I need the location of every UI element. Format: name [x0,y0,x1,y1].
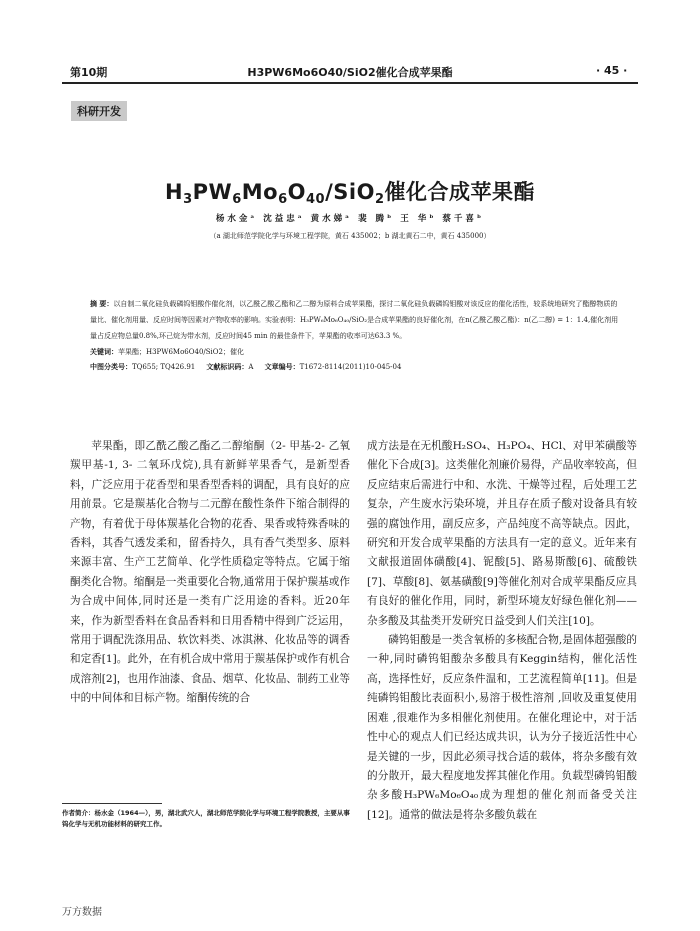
running-title: H3PW6Mo6O40/SiO2催化合成苹果酯 [247,66,453,79]
header-divider [62,82,638,84]
article-number-label: 文章编号： [264,363,300,371]
abstract-label: 摘 要： [90,300,114,308]
abstract-text: 以自制二氧化硅负载磷钨钼酸作催化剂，以乙酰乙酸乙酯和乙二醇为原料合成苹果酯，探讨二氧化硅负载磷钨钼酸对该反应的催化活性，较系统地研究了酯醇物质的量比、催化剂用量、反应时间等因素对产物收率的影响。实验表明：H₃PW₆Mo₆O₄₀/SiO₂是合成苹果酯的良好催化剂，在n(乙酰乙酸乙酯)：n(乙二醇) = 1：1.4,催化剂用量占反应物总量0.8%,环己烷为带水剂，反应时间45 min 的最佳条件下，苹果酯的收率可达63.3 %。 [90,300,619,340]
issue-number: 第10期 [70,66,108,79]
keywords [90,347,620,357]
body-right-column [367,437,637,825]
keywords-text: 苹果酯；H3PW6Mo6O40/SiO2；催化 [118,348,244,356]
paragraph: 成方法是在无机酸H₂SO₄、H₃PO₄、HCl、对甲苯磺酸等催化下合成[3]。这类催化剂廉价易得，产品收率较高，但反应结束后需进行中和、水洗、干燥等过程，后处理工艺复杂，产生废水污染环境，并且存在质子酸对设备具有较强的腐蚀作用，副反应多，产品纯度不高等缺点。因此，研究和开发合成苹果酯的方法具有一定的意义。近年来有文献报道固体磺酸[4]、铌酸[5]、路易斯酸[6]、硫酸铁[7]、草酸[8]、氨基磺酸[9]等催化剂对合成苹果酯反应具有良好的催化作用，同时，新型环境友好绿色催化剂——杂多酸及其盐类开发研究日益受到人们关注[10]。 [367,440,637,627]
footnote-divider [62,803,162,804]
author-list: 杨水金ᵃ 沈益忠ᵃ 黄水娣ᵃ 裴 腾ᵇ 王 华ᵇ 蔡千喜ᵇ [215,214,485,224]
doc-code-label: 文献标识码： [206,363,249,371]
body-left-column [70,437,350,709]
section-tag: 科研开发 [71,101,127,121]
abstract [90,296,620,344]
clc-label: 中图分类号： [90,363,132,371]
page-number: · 45 · [596,64,628,77]
keywords-label: 关键词： [90,348,118,356]
footer-watermark: 万方数据 [62,907,102,918]
affiliations: （a 湖北师范学院化学与环境工程学院，黄石 435002；b 湖北黄石二中，黄石 435000） [209,232,491,240]
clc-value: TQ655; TQ426.91 [132,363,196,371]
doc-code-value: A [248,363,254,371]
paragraph: 磷钨钼酸是一类含氧桥的多核配合物,是固体超强酸的一种,同时磷钨钼酸杂多酸具有Keggin结构，催化活性高，选择性好，反应条件温和，工艺流程简单[11]。但是纯磷钨钼酸比表面积小,易溶于极性溶剂 ,回收及重复使用困难 ,很难作为多相催化剂使用。在催化理论中，对于活性中心的观点人们已经达成共识，认为分子接近活性中心是关键的一步，因此必须寻找合适的载体，将杂多酸有效的分散开，最大程度地发挥其催化作用。负载型磷钨钼酸杂多酸H₃PW₆Mo₆O₄₀成为理想的催化剂而备受关注[12]。通常的做法是将杂多酸负载在 [367,634,637,821]
paragraph: 苹果酯，即乙酰乙酸乙酯乙二醇缩酮（2- 甲基-2- 乙氧羰甲基-1, 3- 二氧环戊烷),具有新鲜苹果香气，是新型香料，广泛应用于花香型和果香型香料的调配，具有良好的应用前景。它是羰基化合物与二元醇在酸性条件下缩合制得的产物，有着优于母体羰基化合物的花香、果香或特殊香味的香料，其香气透发柔和，留香持久，具有香气类型多、原料来源丰富、生产工艺简单、化学性质稳定等特点。它属于缩酮类化合物。缩酮是一类重要化合物,通常用于保护羰基或作为合成中间体,同时还是一类有广泛用途的香料。近20年来，作为新型香料在食品香料和日用香精中得到广泛运用，常用于调配洗涤用品、软饮料类、冰淇淋、化妆品等的调香和定香[1]。此外，在有机合成中常用于羰基保护或作有机合成溶剂[2]，也用作油漆、食品、烟草、化妆品、制药工业等中的中间体和目标产物。缩酮传统的合 [70,440,350,705]
author-note: 作者简介：杨水金（1964—），男，湖北武穴人，湖北师范学院化学与环境工程学院教授，主要从事钨化学与无机功能材料的研究工作。 [62,809,350,828]
paper-title: $H_3PW_6Mo_6O_{40}/SiO_2$催化合成苹果酯 [165,180,535,207]
article-number-value: T1672-8114(2011)10-045-04 [299,363,402,371]
classification-line [90,362,620,372]
